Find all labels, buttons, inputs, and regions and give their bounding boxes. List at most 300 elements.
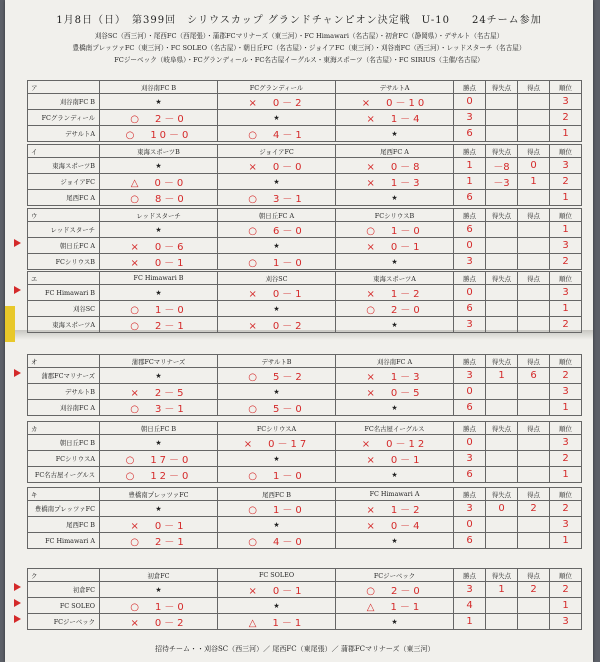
opponent-header: 刈谷南FC B (100, 81, 218, 94)
opponent-header: 尾西FC B (218, 488, 336, 501)
match-result: × 0－1 (336, 451, 454, 467)
goals-for-cell (486, 254, 518, 270)
goals-for-cell (486, 435, 518, 451)
column-header: 得失点 (486, 569, 518, 582)
goals-for-cell: －8 (486, 158, 518, 174)
goals-for-cell (486, 384, 518, 400)
goals-diff-cell (518, 384, 550, 400)
team-name: 刈谷SC (28, 301, 100, 317)
team-row (28, 238, 582, 254)
self-match-star: ★ (218, 517, 336, 533)
team-name: 朝日丘FC A (28, 238, 100, 254)
opponent-header: FCジーベック (336, 569, 454, 582)
column-header: 順位 (550, 422, 582, 435)
group-label: ク (28, 569, 100, 582)
goals-diff-cell (518, 400, 550, 416)
column-header: 得点 (518, 355, 550, 368)
group-table (27, 421, 582, 483)
goals-for-cell (486, 467, 518, 483)
goals-diff-cell (518, 190, 550, 206)
team-name: 初倉FC (28, 582, 100, 598)
self-match-star: ★ (336, 614, 454, 630)
team-row (28, 368, 582, 384)
points-cell: 6 (454, 222, 486, 238)
team-name: デサルトA (28, 126, 100, 142)
self-match-star: ★ (218, 174, 336, 190)
team-name: 東海スポーツA (28, 317, 100, 333)
match-result: ○ 1－0 (100, 598, 218, 614)
group-label: ウ (28, 209, 100, 222)
match-result: × 0－5 (336, 384, 454, 400)
match-result: × 1－4 (336, 110, 454, 126)
self-match-star: ★ (218, 598, 336, 614)
goals-diff-cell (518, 614, 550, 630)
goals-diff-cell (518, 517, 550, 533)
rank-cell: 3 (550, 158, 582, 174)
match-result: × 0－12 (336, 435, 454, 451)
match-result: × 1－2 (336, 285, 454, 301)
rank-cell: 3 (550, 435, 582, 451)
rank-cell: 3 (550, 94, 582, 110)
match-result: ○ 6－0 (218, 222, 336, 238)
self-match-star: ★ (100, 582, 218, 598)
goals-diff-cell (518, 126, 550, 142)
match-result: ○ 3－1 (218, 190, 336, 206)
team-name: デサルトB (28, 384, 100, 400)
match-result: × 0－1 (336, 238, 454, 254)
points-cell: 3 (454, 451, 486, 467)
self-match-star: ★ (100, 285, 218, 301)
team-name: 尾西FC B (28, 517, 100, 533)
points-cell: 0 (454, 384, 486, 400)
team-name: FCグランディール (28, 110, 100, 126)
self-match-star: ★ (218, 110, 336, 126)
points-cell: 1 (454, 174, 486, 190)
column-header: 得点 (518, 209, 550, 222)
column-header: 得点 (518, 81, 550, 94)
match-result: ○ 3－1 (100, 400, 218, 416)
rank-cell: 1 (550, 301, 582, 317)
red-flag-icon (14, 286, 21, 294)
goals-diff-cell: 2 (518, 582, 550, 598)
points-cell: 0 (454, 94, 486, 110)
group-table (27, 487, 582, 549)
self-match-star: ★ (336, 254, 454, 270)
goals-for-cell (486, 222, 518, 238)
column-header: 勝点 (454, 355, 486, 368)
column-header: 順位 (550, 355, 582, 368)
points-cell: 0 (454, 435, 486, 451)
points-cell: 4 (454, 598, 486, 614)
column-header: 勝点 (454, 272, 486, 285)
group-label: キ (28, 488, 100, 501)
opponent-header: ジョイアFC (218, 145, 336, 158)
column-header: 勝点 (454, 422, 486, 435)
points-cell: 0 (454, 238, 486, 254)
rank-cell: 2 (550, 254, 582, 270)
match-result: ○ 1－0 (218, 467, 336, 483)
team-row (28, 517, 582, 533)
opponent-header: FC名古屋イーグルス (336, 422, 454, 435)
column-header: 勝点 (454, 209, 486, 222)
opponent-header: FCシリウスB (336, 209, 454, 222)
team-name: 朝日丘FC B (28, 435, 100, 451)
match-result: ○ 5－2 (218, 368, 336, 384)
team-row (28, 174, 582, 190)
goals-diff-cell (518, 254, 550, 270)
match-result: × 0－1 (100, 254, 218, 270)
goals-diff-cell: 0 (518, 158, 550, 174)
goals-for-cell (486, 238, 518, 254)
self-match-star: ★ (336, 317, 454, 333)
match-result: × 0－4 (336, 517, 454, 533)
goals-diff-cell: 6 (518, 368, 550, 384)
goals-diff-cell (518, 451, 550, 467)
team-row (28, 317, 582, 333)
points-cell: 6 (454, 190, 486, 206)
points-cell: 6 (454, 533, 486, 549)
team-name: 蒲郡FCマリナーズ (28, 368, 100, 384)
self-match-star: ★ (336, 533, 454, 549)
opponent-header: FC SOLEO (218, 569, 336, 582)
goals-diff-cell (518, 285, 550, 301)
self-match-star: ★ (100, 501, 218, 517)
red-flag-icon (14, 239, 21, 247)
match-result: ○ 2－0 (336, 582, 454, 598)
rank-cell: 2 (550, 317, 582, 333)
match-result: ○ 2－1 (100, 317, 218, 333)
goals-diff-cell (518, 301, 550, 317)
self-match-star: ★ (336, 126, 454, 142)
team-row (28, 451, 582, 467)
match-result: ○ 1－0 (218, 501, 336, 517)
goals-for-cell: －3 (486, 174, 518, 190)
team-name: 豊橋南プレッツァFC (28, 501, 100, 517)
opponent-header: 初倉FC (100, 569, 218, 582)
team-name: FCシリウスB (28, 254, 100, 270)
opponent-header: FC Himawari A (336, 488, 454, 501)
column-header: 得失点 (486, 488, 518, 501)
rank-cell: 2 (550, 110, 582, 126)
match-result: ○ 2－0 (336, 301, 454, 317)
rank-cell: 3 (550, 384, 582, 400)
team-row (28, 254, 582, 270)
red-flag-icon (14, 583, 21, 591)
opponent-header: 朝日丘FC B (100, 422, 218, 435)
rank-cell: 1 (550, 190, 582, 206)
points-cell: 3 (454, 254, 486, 270)
rank-cell: 1 (550, 598, 582, 614)
rank-cell: 1 (550, 467, 582, 483)
team-row (28, 501, 582, 517)
opponent-header: 東海スポーツA (336, 272, 454, 285)
points-cell: 6 (454, 467, 486, 483)
team-row (28, 598, 582, 614)
participant-line-1: 刈谷SC（西三河）・尾西FC（西尾張）・蒲郡FCマリナーズ（東三河）・FC Himawari（名古屋）・初倉FC（静岡県）・デサルト（名古屋） (94, 32, 504, 40)
goals-for-cell (486, 400, 518, 416)
rank-cell: 2 (550, 174, 582, 190)
match-result: ○ 1－0 (218, 254, 336, 270)
goals-diff-cell (518, 533, 550, 549)
goals-diff-cell (518, 598, 550, 614)
match-result: × 0－0 (218, 158, 336, 174)
match-result: ○ 4－0 (218, 533, 336, 549)
red-flag-icon (14, 369, 21, 377)
team-row (28, 582, 582, 598)
rank-cell: 3 (550, 614, 582, 630)
self-match-star: ★ (100, 368, 218, 384)
points-cell: 0 (454, 517, 486, 533)
team-name: FCシリウスA (28, 451, 100, 467)
team-row (28, 384, 582, 400)
column-header: 得失点 (486, 272, 518, 285)
team-row (28, 285, 582, 301)
self-match-star: ★ (336, 400, 454, 416)
column-header: 得点 (518, 488, 550, 501)
opponent-header: 刈谷南FC A (336, 355, 454, 368)
participant-line-2: 豊橋南プレッツァFC（東三河）・FC SOLEO（名古屋）・朝日丘FC（名古屋）・ジョイアFC（東三河）・刈谷南FC（西三河）・レッドスターチ（名古屋） (72, 44, 526, 52)
group-table (27, 354, 582, 416)
team-name: FC名古屋イーグルス (28, 467, 100, 483)
self-match-star: ★ (218, 238, 336, 254)
match-result: × 0－2 (218, 317, 336, 333)
opponent-header: 尾西FC A (336, 145, 454, 158)
match-result: △ 1－1 (218, 614, 336, 630)
goals-diff-cell (518, 238, 550, 254)
points-cell: 1 (454, 158, 486, 174)
rank-cell: 3 (550, 517, 582, 533)
team-row (28, 614, 582, 630)
self-match-star: ★ (100, 158, 218, 174)
column-header: 勝点 (454, 145, 486, 158)
goals-for-cell (486, 614, 518, 630)
goals-diff-cell: 1 (518, 174, 550, 190)
opponent-header: レッドスターチ (100, 209, 218, 222)
team-row (28, 467, 582, 483)
red-flag-icon (14, 615, 21, 623)
self-match-star: ★ (336, 467, 454, 483)
team-row (28, 435, 582, 451)
points-cell: 6 (454, 126, 486, 142)
match-result: △ 1－1 (336, 598, 454, 614)
match-result: × 2－5 (100, 384, 218, 400)
opponent-header: デサルトB (218, 355, 336, 368)
match-result: ○ 1－0 (336, 222, 454, 238)
team-row (28, 110, 582, 126)
column-header: 得点 (518, 272, 550, 285)
goals-for-cell: 0 (486, 501, 518, 517)
opponent-header: デサルトA (336, 81, 454, 94)
team-name: 尾西FC A (28, 190, 100, 206)
group-label: オ (28, 355, 100, 368)
rank-cell: 1 (550, 533, 582, 549)
participant-line-3: FCジーベック（岐阜県）・FCグランディール・FC名古屋イーグルス・東海スポーツ（名古屋）・FC SIRIUS（主催/名古屋） (114, 56, 484, 64)
column-header: 得失点 (486, 209, 518, 222)
opponent-header: FCグランディール (218, 81, 336, 94)
match-result: × 0－6 (100, 238, 218, 254)
match-result: × 1－2 (336, 501, 454, 517)
goals-for-cell (486, 301, 518, 317)
team-row (28, 126, 582, 142)
goals-diff-cell (518, 94, 550, 110)
goals-diff-cell (518, 110, 550, 126)
team-row (28, 533, 582, 549)
points-cell: 1 (454, 614, 486, 630)
match-result: ○ 1－0 (100, 301, 218, 317)
team-name: レッドスターチ (28, 222, 100, 238)
self-match-star: ★ (218, 451, 336, 467)
group-label: イ (28, 145, 100, 158)
goals-for-cell (486, 517, 518, 533)
group-table (27, 271, 582, 333)
column-header: 得点 (518, 422, 550, 435)
match-result: ○ 2－1 (100, 533, 218, 549)
match-result: ○ 8－0 (100, 190, 218, 206)
match-result: × 0－2 (218, 94, 336, 110)
rank-cell: 2 (550, 451, 582, 467)
team-row (28, 400, 582, 416)
goals-for-cell (486, 110, 518, 126)
goals-for-cell (486, 285, 518, 301)
group-label: エ (28, 272, 100, 285)
column-header: 得失点 (486, 81, 518, 94)
goals-for-cell (486, 317, 518, 333)
column-header: 勝点 (454, 488, 486, 501)
match-result: × 0－1 (218, 285, 336, 301)
points-cell: 3 (454, 582, 486, 598)
self-match-star: ★ (218, 384, 336, 400)
self-match-star: ★ (218, 301, 336, 317)
rank-cell: 1 (550, 126, 582, 142)
team-row (28, 190, 582, 206)
points-cell: 0 (454, 285, 486, 301)
rank-cell: 2 (550, 582, 582, 598)
match-result: ○ 10－0 (100, 126, 218, 142)
team-name: 東海スポーツB (28, 158, 100, 174)
group-table (27, 144, 582, 206)
rank-cell: 1 (550, 222, 582, 238)
team-name: FC SOLEO (28, 598, 100, 614)
team-name: FC Himawari B (28, 285, 100, 301)
rank-cell: 2 (550, 501, 582, 517)
tape-strip (5, 306, 15, 342)
opponent-header: 東海スポーツB (100, 145, 218, 158)
team-name: FC Himawari A (28, 533, 100, 549)
team-row (28, 301, 582, 317)
self-match-star: ★ (100, 435, 218, 451)
self-match-star: ★ (100, 94, 218, 110)
match-result: × 0－17 (218, 435, 336, 451)
match-result: ○ 2－0 (100, 110, 218, 126)
match-result: × 1－3 (336, 368, 454, 384)
team-row (28, 94, 582, 110)
goals-diff-cell (518, 435, 550, 451)
match-result: ○ 12－0 (100, 467, 218, 483)
team-row (28, 158, 582, 174)
match-result: △ 0－0 (100, 174, 218, 190)
opponent-header: 朝日丘FC A (218, 209, 336, 222)
red-flag-icon (14, 599, 21, 607)
match-result: × 0－2 (100, 614, 218, 630)
goals-diff-cell (518, 222, 550, 238)
group-table (27, 208, 582, 270)
points-cell: 6 (454, 400, 486, 416)
opponent-header: FCシリウスA (218, 422, 336, 435)
column-header: 勝点 (454, 81, 486, 94)
goals-for-cell (486, 533, 518, 549)
goals-diff-cell (518, 317, 550, 333)
team-name: 刈谷南FC B (28, 94, 100, 110)
invited-teams-note: 招待チーム・・刈谷SC（西三河）／ 尾西FC（東尾張）／ 蒲郡FCマリナーズ（東三河） (155, 645, 435, 653)
sheet-title: 1月8日（日） 第399回 シリウスカップ グランドチャンピオン決定戦 U-10 24チーム参加 (56, 15, 542, 26)
goals-for-cell (486, 598, 518, 614)
opponent-header: 豊橋南プレッツァFC (100, 488, 218, 501)
self-match-star: ★ (100, 222, 218, 238)
column-header: 得失点 (486, 422, 518, 435)
self-match-star: ★ (336, 190, 454, 206)
column-header: 順位 (550, 145, 582, 158)
column-header: 順位 (550, 569, 582, 582)
match-result: × 0－1 (218, 582, 336, 598)
goals-diff-cell (518, 467, 550, 483)
match-result: ○ 5－0 (218, 400, 336, 416)
goals-for-cell (486, 451, 518, 467)
group-label: ア (28, 81, 100, 94)
opponent-header: 蒲郡FCマリナーズ (100, 355, 218, 368)
goals-for-cell (486, 94, 518, 110)
goals-for-cell (486, 126, 518, 142)
goals-for-cell (486, 190, 518, 206)
match-result: × 0－1 (100, 517, 218, 533)
team-name: 刈谷南FC A (28, 400, 100, 416)
match-result: × 0－10 (336, 94, 454, 110)
column-header: 順位 (550, 81, 582, 94)
column-header: 得失点 (486, 355, 518, 368)
rank-cell: 1 (550, 400, 582, 416)
goals-for-cell: 1 (486, 368, 518, 384)
group-table (27, 568, 582, 630)
column-header: 得点 (518, 569, 550, 582)
column-header: 順位 (550, 272, 582, 285)
group-table (27, 80, 582, 142)
team-name: ジョイアFC (28, 174, 100, 190)
column-header: 得失点 (486, 145, 518, 158)
group-label: カ (28, 422, 100, 435)
match-result: ○ 17－0 (100, 451, 218, 467)
goals-diff-cell: 2 (518, 501, 550, 517)
match-result: ○ 4－1 (218, 126, 336, 142)
opponent-header: 刈谷SC (218, 272, 336, 285)
column-header: 順位 (550, 209, 582, 222)
rank-cell: 3 (550, 285, 582, 301)
points-cell: 3 (454, 110, 486, 126)
points-cell: 3 (454, 501, 486, 517)
points-cell: 3 (454, 368, 486, 384)
column-header: 勝点 (454, 569, 486, 582)
opponent-header: FC Himawari B (100, 272, 218, 285)
rank-cell: 3 (550, 238, 582, 254)
goals-for-cell: 1 (486, 582, 518, 598)
column-header: 得点 (518, 145, 550, 158)
points-cell: 3 (454, 317, 486, 333)
match-result: × 0－8 (336, 158, 454, 174)
rank-cell: 2 (550, 368, 582, 384)
points-cell: 6 (454, 301, 486, 317)
match-result: × 1－3 (336, 174, 454, 190)
team-name: FCジーベック (28, 614, 100, 630)
team-row (28, 222, 582, 238)
column-header: 順位 (550, 488, 582, 501)
